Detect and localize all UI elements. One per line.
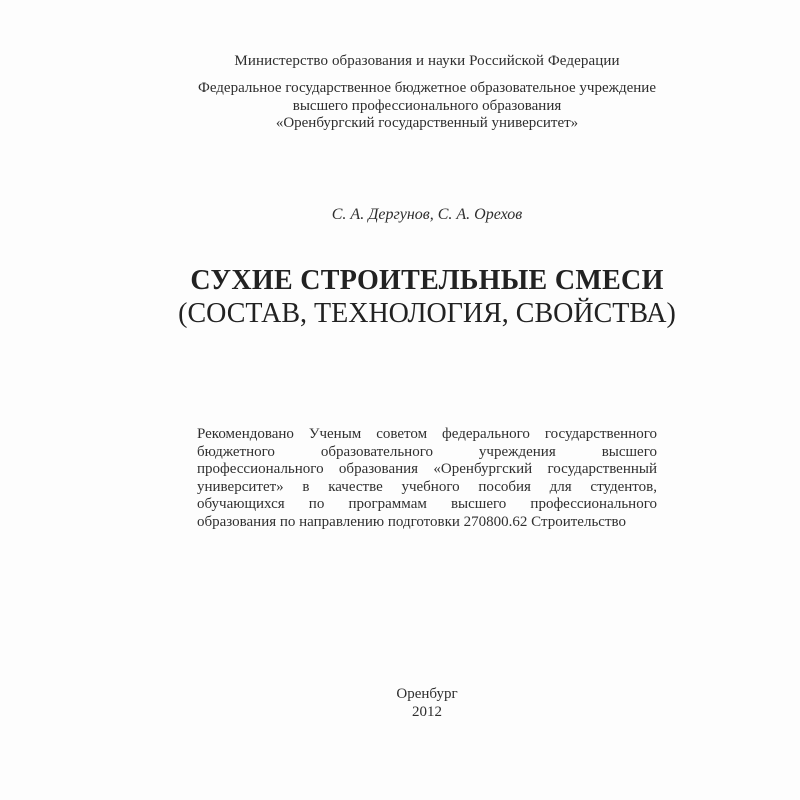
city-line: Оренбург — [396, 686, 458, 702]
institution-line-1: Федеральное государственное бюджетное образовательное учреждение — [197, 80, 656, 96]
year-line: 2012 — [412, 703, 442, 720]
institution-line-3: «Оренбургский государственный университет» — [275, 115, 579, 131]
book-title-subtitle: (СОСТАВ, ТЕХНОЛОГИЯ, СВОЙСТВА) — [178, 298, 676, 329]
institution-line-2: высшего профессионального образования — [292, 97, 562, 114]
institution-block — [54, 80, 800, 133]
book-title — [54, 264, 800, 330]
recommendation-paragraph: Рекомендовано Ученым советом федерального государственного бюджетного образовательного учреждения высшего профессионального образования «Оренбургский государственный университет» в качестве учебного пособия для студентов, обучающихся по программам высшего профессионального образования по направлению подготовки 270800.62 Строительство — [197, 426, 657, 530]
imprint-block — [54, 686, 800, 721]
book-title-main: СУХИЕ СТРОИТЕЛЬНЫЕ СМЕСИ — [190, 265, 664, 296]
ministry-line: Министерство образования и науки Российской Федерации — [234, 53, 620, 69]
authors-line: С. А. Дергунов, С. А. Орехов — [331, 206, 523, 223]
